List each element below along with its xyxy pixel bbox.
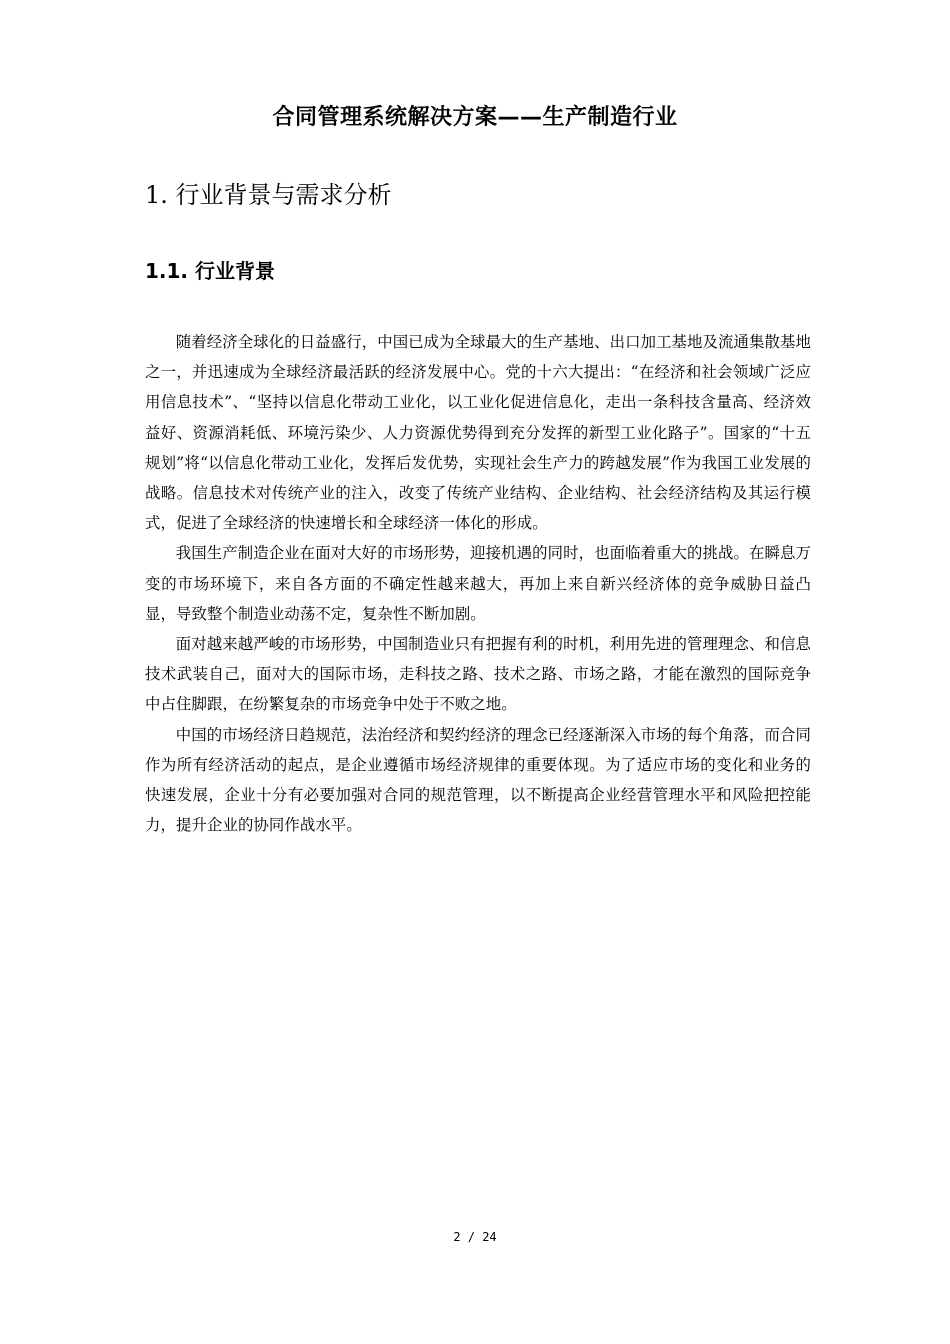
body-text [145,327,811,840]
paragraph: 随着经济全球化的日益盛行，中国已成为全球最大的生产基地、出口加工基地及流通集散基地之一，并迅速成为全球经济最活跃的经济发展中心。党的十六大提出：“在经济和社会领域广泛应用信息技术”、“坚持以信息化带动工业化，以工业化促进信息化，走出一条科技含量高、经济效益好、资源消耗低、环境污染少、人力资源优势得到充分发挥的新型工业化路子”。国家的“十五规划”将“以信息化带动工业化，发挥后发优势，实现社会生产力的跨越发展”作为我国工业发展的战略。信息技术对传统产业的注入，改变了传统产业结构、企业结构、社会经济结构及其运行模式，促进了全球经济的快速增长和全球经济一体化的形成。 [145,333,811,533]
page-number: 2 / 24 [453,1230,497,1244]
paragraph: 中国的市场经济日趋规范，法治经济和契约经济的理念已经逐渐深入市场的每个角落，而合同作为所有经济活动的起点，是企业遵循市场经济规律的重要体现。为了适应市场的变化和业务的快速发展，企业十分有必要加强对合同的规范管理，以不断提高企业经营管理水平和风险把控能力，提升企业的协同作战水平。 [145,725,811,835]
section-heading [145,179,392,211]
paragraph: 我国生产制造企业在面对大好的市场形势，迎接机遇的同时，也面临着重大的挑战。在瞬息万变的市场环境下，来自各方面的不确定性越来越大，再加上来自新兴经济体的竞争威胁日益凸显，导致整个制造业动荡不定，复杂性不断加剧。 [145,544,811,623]
section-title: 行业背景与需求分析 [175,181,392,209]
subsection-number: 1.1. [145,259,189,283]
section-number: 1. [145,181,168,209]
document-title: 合同管理系统解决方案——生产制造行业 [272,105,678,130]
paragraph: 面对越来越严峻的市场形势，中国制造业只有把握有利的时机，利用先进的管理理念、和信息技术武装自己，面对大的国际市场，走科技之路、技术之路、市场之路，才能在激烈的国际竞争中占住脚跟，在纷繁复杂的市场竞争中处于不败之地。 [145,635,811,714]
subsection-heading [145,257,275,285]
subsection-title: 行业背景 [195,259,275,283]
